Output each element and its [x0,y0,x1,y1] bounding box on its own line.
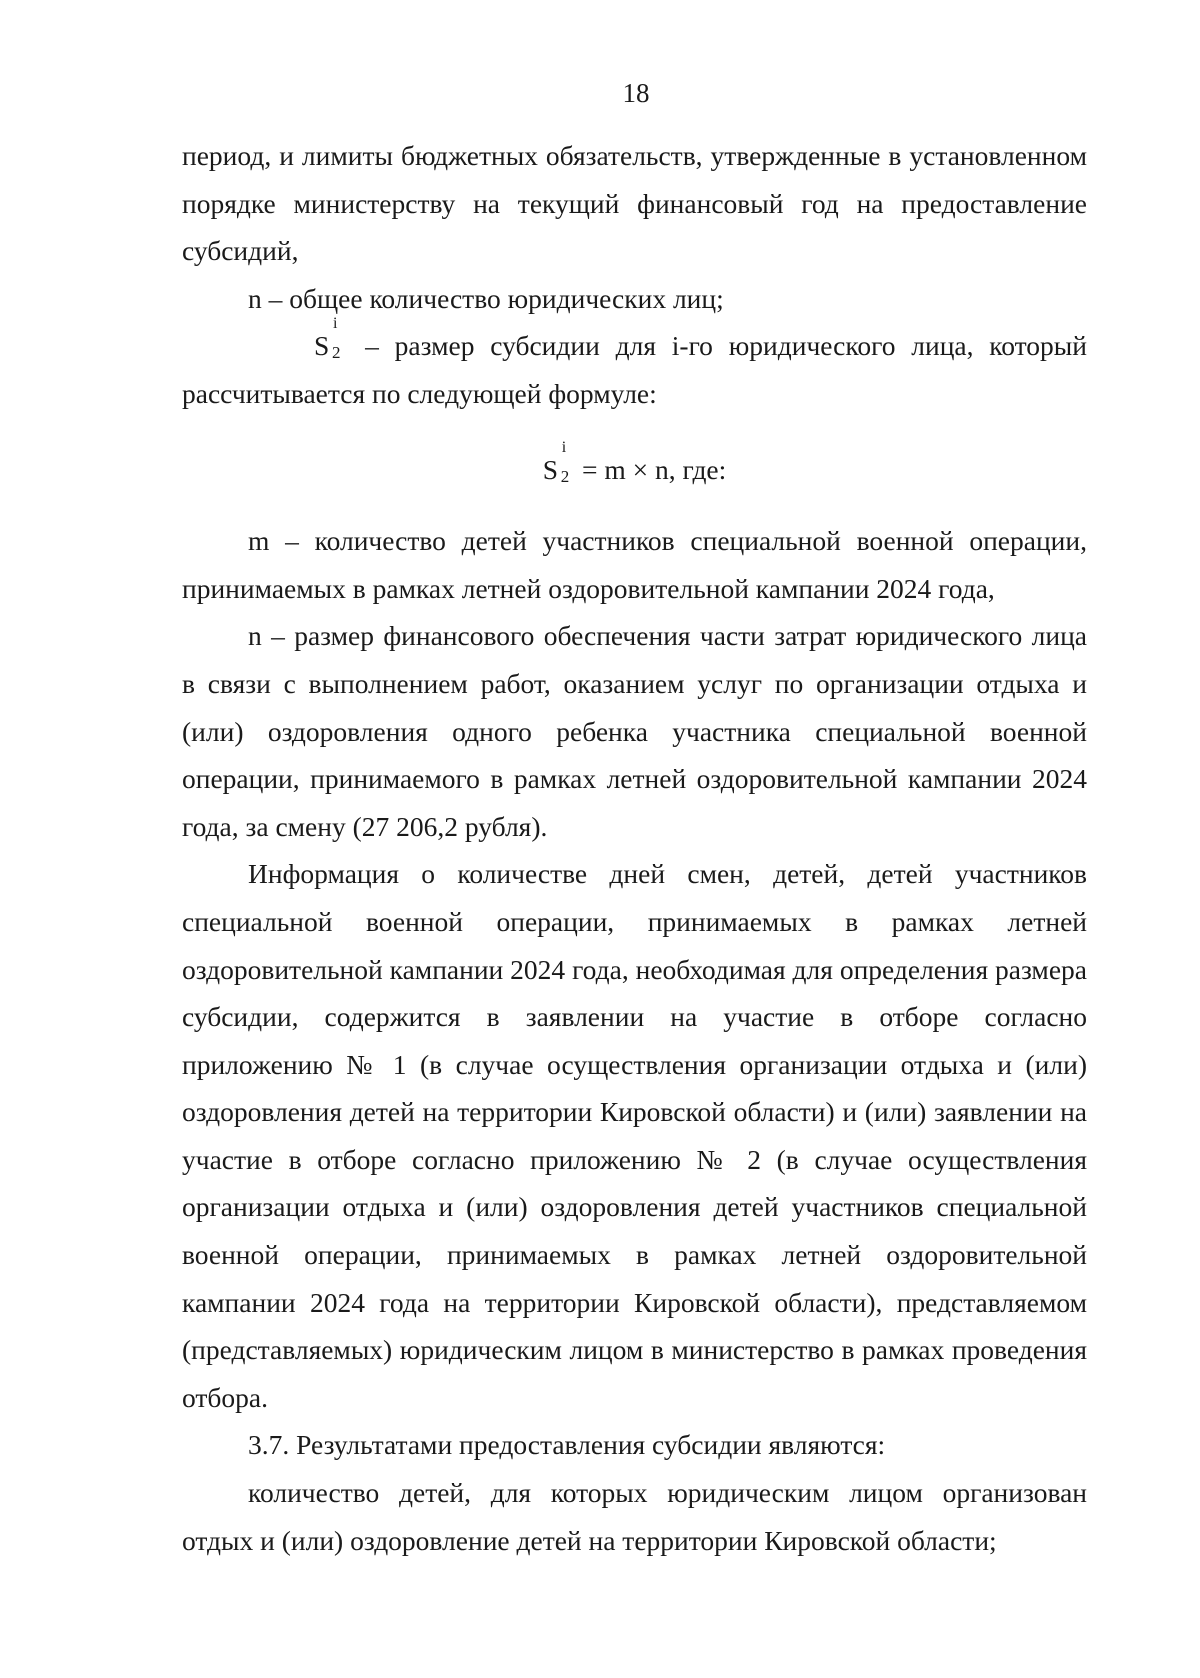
paragraph-information: Информация о количестве дней смен, детей, детей участников специальной военной операции, принимаемых в рамках летней оздоровительной кампании 2024 года, необходимая для определения размера субсидии, содержится в заявлении на участие в отборе согласно приложению № 1 (в случае осуществления организации отдыха и (или) оздоровления детей на территории Кировской области) и (или) заявлении на участие в отборе согласно приложению № 2 (в случае осуществления организации отдыха и (или) оздоровления детей участников специальной военной операции, принимаемых в рамках летней оздоровительной кампании 2024 года на территории Кировской области), представляемом (представляемых) юридическим лицом в министерство в рамках проведения отбора. [182,858,1087,1413]
paragraph-n-definition: n – общее количество юридических лиц; [248,282,724,314]
formula [182,418,1087,518]
symbol-s2i: S i 2 [314,315,341,363]
paragraph-s2i-text: – размер субсидии для i-го юридического лица, который рассчитывается по следующей формуле: [182,330,1087,409]
paragraph-n-amount-definition: n – размер финансового обеспечения части затрат юридического лица в связи с выполнением работ, оказанием услуг по организации отдыха и (или) оздоровления одного ребенка участника специальной военной операции, принимаемого в рамках летней оздоровительной кампании 2024 года, за смену (27 206,2 рубля). [182,620,1087,842]
paragraph-m-definition: m – количество детей участников специальной военной операции, принимаемых в рамках летней оздоровительной кампании 2024 года, [182,525,1087,604]
paragraph-budget-limits: период, и лимиты бюджетных обязательств, утвержденные в установленном порядке министерству на текущий финансовый год на предоставление субсидий, [182,140,1087,267]
document-body [182,132,1087,1564]
formula-symbol-s2i: S i 2 [542,438,570,486]
paragraph-result-count: количество детей, для которых юридическим лицом организован отдых и (или) оздоровление детей на территории Кировской области; [182,1477,1087,1556]
paragraph-s2i-definition [182,315,1087,417]
paragraph-section-3-7: 3.7. Результатами предоставления субсидии являются: [248,1429,886,1461]
page-number: 18 [622,78,650,108]
formula-expression: = m × n, где: [582,453,727,485]
